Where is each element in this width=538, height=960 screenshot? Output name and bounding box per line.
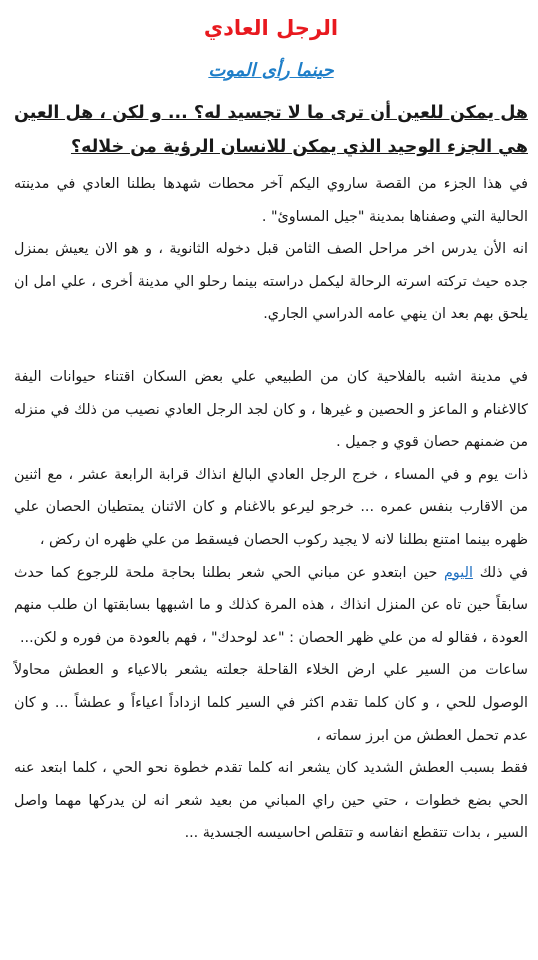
paragraph-6: ساعات من السير علي ارض الخلاء القاحلة جعلته يشعر بالاعياء و العطش محاولاً الوصول للحي ، و كان كلما تقدم اكثر في السير كلما ازداداً اعياءاً و عطشاً ... و كان عدم تحمل العطش من ابرز سماته ، — [14, 662, 528, 744]
paragraph-5-start: في ذلك — [472, 564, 528, 581]
paragraph-gap — [14, 331, 528, 361]
article-title: الرجل العادي — [203, 16, 339, 40]
inline-link-day[interactable]: اليوم — [444, 564, 473, 581]
subtitle-link[interactable]: حينما رأى الموت — [208, 60, 334, 81]
paragraph-4: ذات يوم و في المساء ، خرج الرجل العادي البالغ انذاك قرابة الرابعة عشر ، مع اثنين من الاقارب بنفس عمره ... خرجو ليرعو بالاغنام و كان الاثنان يمتطيان الحصان علي ظهره بينما امتنع بطلنا لانه لا يجيد ركوب الحصان فيسقط من علي ظهره ان ركض ، — [14, 466, 528, 548]
paragraph-1: في هذا الجزء من القصة ساروي اليكم آخر محطات شهدها بطلنا العادي في مدينته الحالية التي وصفناها بمدينة "جيل المساوئ" . — [14, 176, 528, 225]
paragraph-7: فقط بسبب العطش الشديد كان يشعر انه كلما تقدم خطوة نحو الحي ، كلما ابتعد عنه الحي بضع خطوات ، حتي حين راي المباني من بعيد شعر انه لن يدركها مهما واصل السير ، بدات تتقطع انفاسه و تتقلص احاسيسه الجسدية ... — [14, 760, 528, 842]
paragraph-3: في مدينة اشبه بالفلاحية كان من الطبيعي علي بعض السكان اقتناء حيوانات اليفة كالاغنام و الماعز و الحصين و غيرها ، و كان لجد الرجل العادي نصيب من ذلك في منزله من ضمنهم حصان قوي و جميل . — [14, 368, 528, 451]
paragraph-2: انه الأن يدرس اخر مراحل الصف الثامن قبل دخوله الثانوية ، و هو الان يعيش بمنزل جده حيث تركته اسرته الرحالة ليكمل دراسته بينما رحلو الي مدينة أخرى ، علي امل ان يلحق بهم بعد ان ينهي عامه الدراسي الجاري. — [14, 241, 528, 323]
article-subtitle — [14, 58, 528, 84]
paragraph-5 — [14, 557, 528, 655]
lead-question: هل يمكن للعين أن ترى ما لا تجسيد له؟ ... و لكن ، هل العين هي الجزء الوحيد الذي يمكن للانسان الرؤية من خلاله؟ — [14, 103, 528, 157]
paragraph-5-rest: حين ابتعدو عن مباني الحي شعر بطلنا بحاجة ملحة للرجوع كما حدث سابقاً حين تاه عن المنزل انذاك ، هذه المرة كذلك و ما اشبهها بسابقتها ان طلب منهم العودة ، فقالو له من علي ظهر الحصان : "عد لوحدك" ، فهم بالعودة من فوره و لكن... — [14, 564, 528, 646]
